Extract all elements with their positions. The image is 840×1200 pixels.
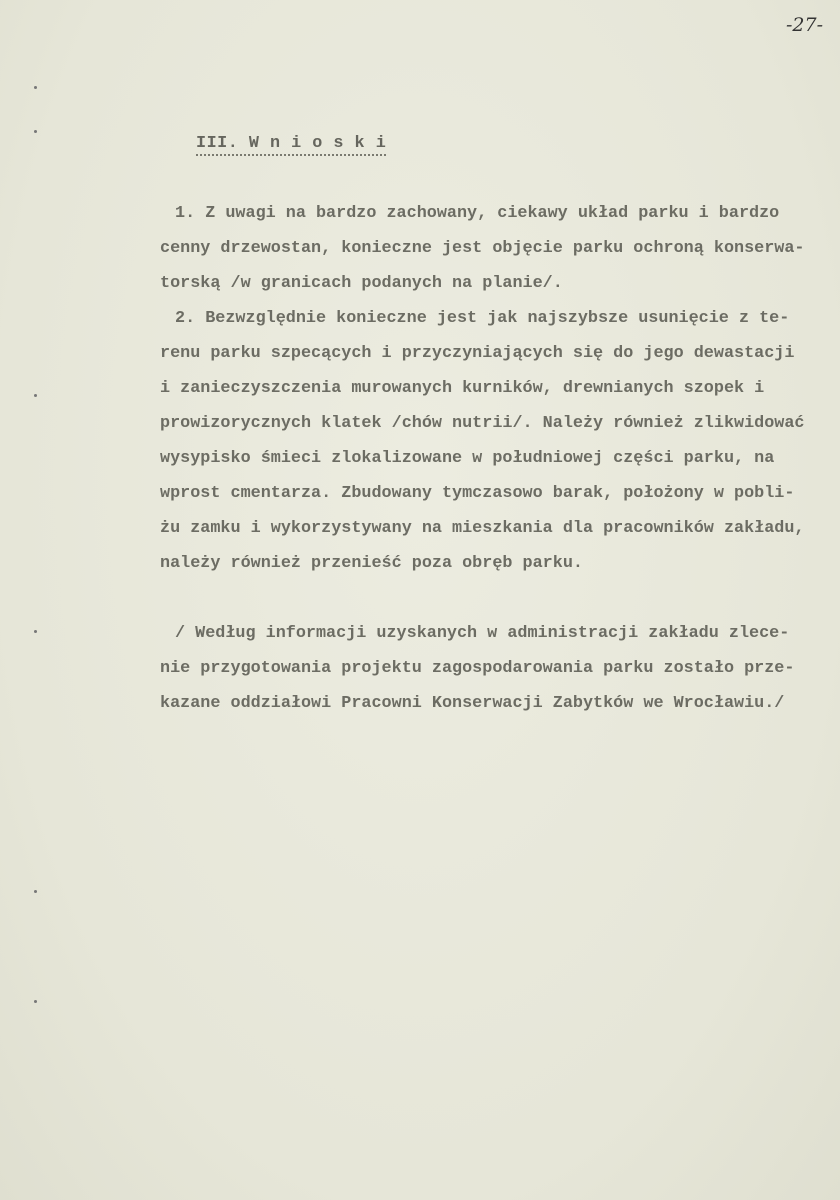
text-line: wprost cmentarza. Zbudowany tymczasowo barak, położony w pobli- <box>160 484 795 503</box>
text-line: / Według informacji uzyskanych w administracji zakładu zlece- <box>175 624 790 643</box>
text-line: kazane oddziałowi Pracowni Konserwacji Zabytków we Wrocławiu./ <box>160 694 785 713</box>
text-line: cenny drzewostan, konieczne jest objęcie parku ochroną konserwa- <box>160 239 805 258</box>
text-line: 2. Bezwzględnie konieczne jest jak najszybsze usunięcie z te- <box>175 309 790 328</box>
punch-mark <box>34 890 37 893</box>
punch-mark <box>34 394 37 397</box>
text-line: i zanieczyszczenia murowanych kurników, drewnianych szopek i <box>160 379 765 398</box>
page-number: -27- <box>786 14 824 36</box>
text-line: należy również przenieść poza obręb parku. <box>160 554 583 573</box>
punch-mark <box>34 86 37 89</box>
text-line: żu zamku i wykorzystywany na mieszkania dla pracowników zakładu, <box>160 519 805 538</box>
punch-mark <box>34 130 37 133</box>
text-line: nie przygotowania projektu zagospodarowania parku zostało prze- <box>160 659 795 678</box>
section-title: III. W n i o s k i <box>196 134 386 156</box>
text-line: renu parku szpecących i przyczyniających się do jego dewastacji <box>160 344 795 363</box>
text-line: wysypisko śmieci zlokalizowane w południowej części parku, na <box>160 449 775 468</box>
punch-mark <box>34 630 37 633</box>
text-line: prowizorycznych klatek /chów nutrii/. Należy również zlikwidować <box>160 414 805 433</box>
punch-mark <box>34 1000 37 1003</box>
text-line: torską /w granicach podanych na planie/. <box>160 274 563 293</box>
text-line: 1. Z uwagi na bardzo zachowany, ciekawy układ parku i bardzo <box>175 204 780 223</box>
